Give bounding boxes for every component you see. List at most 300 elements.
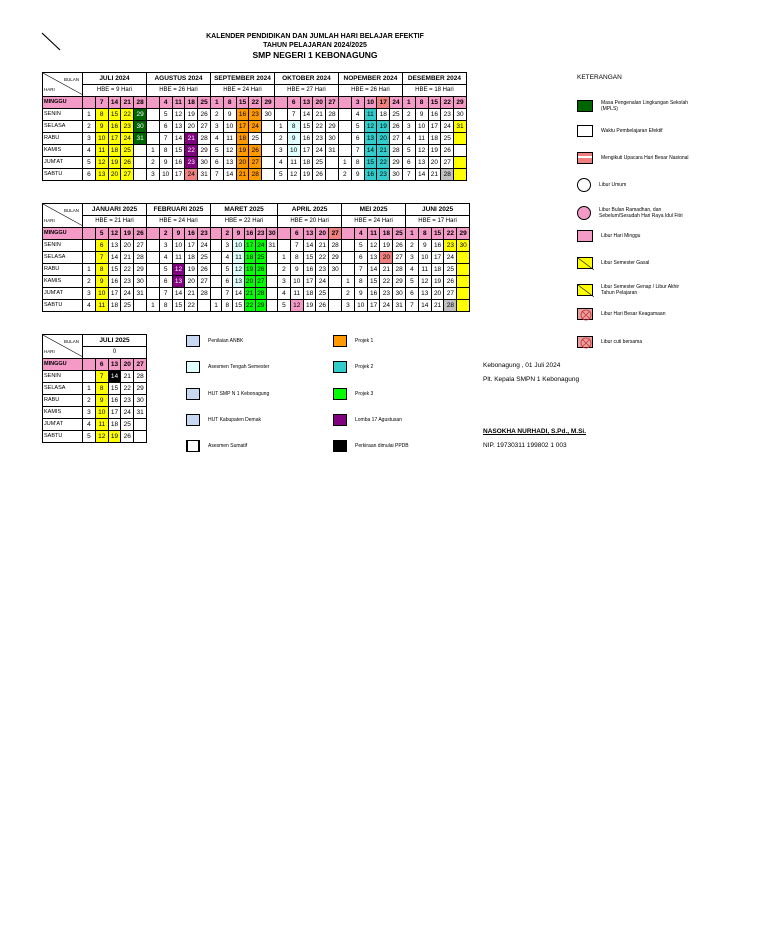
date-cell: 10 bbox=[223, 121, 236, 133]
date-cell: 9 bbox=[354, 288, 367, 300]
legend-item bbox=[577, 178, 689, 192]
date-cell bbox=[457, 264, 470, 276]
date-cell: 23 bbox=[377, 169, 390, 181]
date-cell: 21 bbox=[377, 145, 390, 157]
date-cell: 20 bbox=[313, 97, 326, 109]
date-cell: 23 bbox=[380, 288, 393, 300]
date-cell: 27 bbox=[329, 228, 342, 240]
date-cell: 29 bbox=[454, 97, 467, 109]
legend-item bbox=[577, 230, 691, 242]
date-cell: 29 bbox=[326, 121, 339, 133]
date-cell: 15 bbox=[108, 109, 121, 121]
activity-legend-item bbox=[186, 440, 318, 452]
date-cell: 11 bbox=[367, 228, 380, 240]
date-cell: 20 bbox=[185, 276, 198, 288]
date-cell: 24 bbox=[121, 407, 134, 419]
date-cell: 1 bbox=[406, 228, 419, 240]
date-cell: 29 bbox=[329, 252, 342, 264]
date-cell: 11 bbox=[223, 133, 236, 145]
hari-label: HARI bbox=[44, 87, 55, 92]
day-label: SELASA bbox=[43, 252, 83, 264]
date-cell: 6 bbox=[95, 359, 108, 371]
date-cell: 19 bbox=[108, 431, 121, 443]
date-cell bbox=[454, 157, 467, 169]
date-cell bbox=[338, 145, 351, 157]
date-cell bbox=[326, 157, 339, 169]
date-cell: 19 bbox=[244, 264, 255, 276]
date-cell: 23 bbox=[121, 395, 134, 407]
date-cell: 21 bbox=[380, 264, 393, 276]
date-cell: 12 bbox=[233, 264, 244, 276]
date-cell: 14 bbox=[303, 240, 316, 252]
date-cell: 30 bbox=[134, 276, 147, 288]
date-cell bbox=[262, 121, 275, 133]
date-cell: 13 bbox=[95, 169, 108, 181]
date-cell: 13 bbox=[300, 97, 313, 109]
date-cell: 26 bbox=[121, 157, 134, 169]
date-cell bbox=[457, 252, 470, 264]
date-cell: 10 bbox=[95, 288, 108, 300]
legend-label: Mengikuti Upacara Hari Besar Nasional bbox=[601, 155, 689, 161]
date-cell: 9 bbox=[95, 395, 108, 407]
date-cell: 25 bbox=[121, 300, 134, 312]
date-cell bbox=[457, 276, 470, 288]
date-cell: 11 bbox=[415, 133, 428, 145]
date-cell: 5 bbox=[402, 145, 415, 157]
date-cell: 23 bbox=[249, 109, 262, 121]
date-cell: 18 bbox=[108, 419, 121, 431]
date-cell: 30 bbox=[326, 133, 339, 145]
date-cell: 4 bbox=[274, 157, 287, 169]
date-cell: 12 bbox=[415, 145, 428, 157]
date-cell: 3 bbox=[406, 252, 419, 264]
date-cell: 25 bbox=[316, 288, 329, 300]
day-label: RABU bbox=[43, 264, 83, 276]
date-cell: 22 bbox=[444, 228, 457, 240]
date-cell: 7 bbox=[222, 288, 233, 300]
date-cell: 15 bbox=[428, 97, 441, 109]
date-cell: 25 bbox=[121, 419, 134, 431]
day-label: JUM'AT bbox=[43, 288, 83, 300]
date-cell bbox=[329, 288, 342, 300]
date-cell bbox=[342, 240, 355, 252]
date-cell: 18 bbox=[108, 145, 121, 157]
date-cell: 27 bbox=[198, 121, 211, 133]
date-cell bbox=[146, 109, 159, 121]
date-cell bbox=[134, 145, 147, 157]
day-label: SELASA bbox=[43, 383, 83, 395]
bulan-label: BULAN bbox=[63, 77, 79, 82]
date-cell: 20 bbox=[316, 228, 329, 240]
date-cell: 13 bbox=[418, 288, 431, 300]
date-cell: 12 bbox=[223, 145, 236, 157]
date-cell: 19 bbox=[303, 300, 316, 312]
date-cell: 28 bbox=[326, 109, 339, 121]
date-cell: 15 bbox=[367, 276, 380, 288]
date-cell: 27 bbox=[134, 240, 147, 252]
date-cell: 1 bbox=[402, 97, 415, 109]
date-cell: 30 bbox=[266, 228, 277, 240]
date-cell: 1 bbox=[146, 145, 159, 157]
legend-swatch bbox=[577, 308, 593, 320]
hbe-count: 0 bbox=[83, 347, 147, 359]
date-cell: 21 bbox=[121, 371, 134, 383]
activity-swatch bbox=[333, 414, 347, 426]
legend-swatch bbox=[577, 230, 593, 242]
date-cell: 5 bbox=[351, 121, 364, 133]
corner-slash-mark bbox=[40, 31, 64, 53]
activity-swatch bbox=[186, 440, 200, 452]
date-cell: 7 bbox=[290, 240, 303, 252]
legend-swatch bbox=[577, 100, 593, 112]
date-cell: 16 bbox=[236, 109, 249, 121]
date-cell: 2 bbox=[338, 169, 351, 181]
date-cell: 19 bbox=[380, 240, 393, 252]
date-cell: 7 bbox=[351, 145, 364, 157]
date-cell: 10 bbox=[233, 240, 244, 252]
date-cell: 24 bbox=[249, 121, 262, 133]
date-cell: 24 bbox=[380, 300, 393, 312]
date-cell: 22 bbox=[185, 145, 198, 157]
date-cell: 15 bbox=[233, 300, 244, 312]
date-cell: 21 bbox=[428, 169, 441, 181]
date-cell: 25 bbox=[249, 133, 262, 145]
date-cell: 26 bbox=[390, 121, 403, 133]
date-cell: 16 bbox=[303, 264, 316, 276]
date-cell: 6 bbox=[222, 276, 233, 288]
date-cell: 26 bbox=[249, 145, 262, 157]
legend-item bbox=[577, 284, 691, 296]
date-cell: 22 bbox=[121, 109, 134, 121]
date-cell: 2 bbox=[278, 264, 291, 276]
date-cell: 22 bbox=[377, 157, 390, 169]
date-cell: 2 bbox=[210, 109, 223, 121]
date-cell: 19 bbox=[300, 169, 313, 181]
date-cell: 17 bbox=[108, 407, 121, 419]
date-cell bbox=[83, 228, 96, 240]
date-cell: 5 bbox=[159, 264, 172, 276]
date-cell: 23 bbox=[121, 121, 134, 133]
date-cell: 7 bbox=[287, 109, 300, 121]
hbe-count: HBE = 17 Hari bbox=[406, 216, 470, 228]
date-cell bbox=[266, 252, 277, 264]
date-cell: 30 bbox=[457, 240, 470, 252]
day-label: JUM'AT bbox=[43, 419, 83, 431]
legend-swatch bbox=[577, 125, 593, 137]
date-cell: 24 bbox=[121, 133, 134, 145]
date-cell: 17 bbox=[172, 169, 185, 181]
activity-swatch bbox=[186, 361, 200, 373]
date-cell: 24 bbox=[441, 121, 454, 133]
date-cell: 14 bbox=[415, 169, 428, 181]
date-cell: 28 bbox=[441, 169, 454, 181]
date-cell: 29 bbox=[134, 264, 147, 276]
date-cell bbox=[146, 240, 159, 252]
date-cell: 10 bbox=[172, 240, 185, 252]
date-cell: 22 bbox=[380, 276, 393, 288]
date-cell: 14 bbox=[172, 133, 185, 145]
date-cell: 12 bbox=[95, 157, 108, 169]
date-cell bbox=[266, 264, 277, 276]
legend-label: Libur Umum bbox=[599, 182, 627, 188]
date-cell: 16 bbox=[431, 240, 444, 252]
date-cell: 8 bbox=[95, 264, 108, 276]
date-cell: 6 bbox=[159, 121, 172, 133]
date-cell: 12 bbox=[418, 276, 431, 288]
month-name: JUNI 2025 bbox=[406, 204, 470, 216]
date-cell: 31 bbox=[134, 133, 147, 145]
date-cell: 3 bbox=[402, 121, 415, 133]
date-cell: 2 bbox=[222, 228, 233, 240]
activity-legend-item bbox=[333, 335, 465, 347]
date-cell: 16 bbox=[428, 109, 441, 121]
activity-legend-item bbox=[186, 388, 318, 400]
date-cell: 6 bbox=[406, 288, 419, 300]
date-cell: 7 bbox=[159, 133, 172, 145]
legend-item bbox=[577, 308, 691, 320]
date-cell: 31 bbox=[198, 169, 211, 181]
date-cell: 11 bbox=[364, 109, 377, 121]
date-cell: 20 bbox=[185, 121, 198, 133]
date-cell: 15 bbox=[172, 300, 185, 312]
hbe-count: HBE = 24 Hari bbox=[342, 216, 406, 228]
date-cell: 17 bbox=[244, 240, 255, 252]
date-cell: 13 bbox=[172, 121, 185, 133]
legend-item bbox=[577, 125, 691, 137]
date-cell: 1 bbox=[278, 252, 291, 264]
activity-legend-item bbox=[333, 440, 465, 452]
month-name: JULI 2024 bbox=[83, 73, 147, 85]
day-label: SENIN bbox=[43, 109, 83, 121]
day-label: JUM'AT bbox=[43, 157, 83, 169]
date-cell: 4 bbox=[83, 419, 96, 431]
date-cell: 1 bbox=[83, 264, 96, 276]
activity-legend-item bbox=[333, 414, 465, 426]
date-cell: 7 bbox=[354, 264, 367, 276]
date-cell: 11 bbox=[95, 300, 108, 312]
signature-place-date: Kebonagung , 01 Juli 2024 bbox=[483, 362, 561, 369]
date-cell: 13 bbox=[223, 157, 236, 169]
date-cell: 24 bbox=[198, 240, 211, 252]
date-cell: 10 bbox=[159, 169, 172, 181]
date-cell: 6 bbox=[354, 252, 367, 264]
date-cell: 1 bbox=[146, 300, 159, 312]
day-label: SENIN bbox=[43, 240, 83, 252]
day-label: KAMIS bbox=[43, 145, 83, 157]
date-cell: 11 bbox=[290, 288, 303, 300]
activity-swatch bbox=[186, 388, 200, 400]
date-cell: 28 bbox=[134, 371, 147, 383]
date-cell: 30 bbox=[454, 109, 467, 121]
title-line-2: TAHUN PELAJARAN 2024/2025 bbox=[263, 42, 367, 49]
date-cell: 3 bbox=[83, 407, 96, 419]
date-cell: 10 bbox=[287, 145, 300, 157]
date-cell bbox=[146, 276, 159, 288]
date-cell: 25 bbox=[444, 264, 457, 276]
date-cell: 20 bbox=[121, 359, 134, 371]
date-cell: 21 bbox=[185, 288, 198, 300]
hbe-count: HBE = 9 Hari bbox=[83, 85, 147, 97]
keterangan-title: KETERANGAN bbox=[577, 74, 622, 81]
activity-legend-item bbox=[333, 361, 465, 373]
date-cell: 9 bbox=[290, 264, 303, 276]
date-cell: 18 bbox=[303, 288, 316, 300]
date-cell: 10 bbox=[354, 300, 367, 312]
date-cell: 31 bbox=[393, 300, 406, 312]
date-cell bbox=[326, 169, 339, 181]
date-cell: 12 bbox=[287, 169, 300, 181]
date-cell: 1 bbox=[83, 109, 96, 121]
date-cell: 6 bbox=[351, 133, 364, 145]
activity-label: HUT SMP N 1 Kebonagung bbox=[208, 391, 270, 397]
day-label: MINGGU bbox=[43, 97, 83, 109]
date-cell: 6 bbox=[290, 228, 303, 240]
date-cell: 31 bbox=[454, 121, 467, 133]
activity-legend-item bbox=[186, 361, 318, 373]
date-cell: 27 bbox=[326, 97, 339, 109]
date-cell: 23 bbox=[255, 228, 266, 240]
date-cell: 6 bbox=[159, 276, 172, 288]
legend-label: Masa Pengenalan Lingkungan Sekolah (MPLS) bbox=[601, 100, 689, 112]
date-cell: 27 bbox=[198, 276, 211, 288]
date-cell bbox=[266, 300, 277, 312]
activity-legend-item bbox=[186, 414, 318, 426]
date-cell: 3 bbox=[222, 240, 233, 252]
date-cell: 9 bbox=[159, 157, 172, 169]
date-cell: 28 bbox=[198, 133, 211, 145]
date-cell: 9 bbox=[418, 240, 431, 252]
date-cell: 7 bbox=[402, 169, 415, 181]
date-cell: 28 bbox=[390, 145, 403, 157]
date-cell bbox=[146, 97, 159, 109]
date-cell: 25 bbox=[121, 145, 134, 157]
date-cell: 14 bbox=[418, 300, 431, 312]
date-cell: 19 bbox=[377, 121, 390, 133]
month-name: NOPEMBER 2024 bbox=[338, 73, 402, 85]
date-cell: 21 bbox=[431, 300, 444, 312]
date-cell bbox=[210, 264, 221, 276]
date-cell bbox=[146, 288, 159, 300]
date-cell: 23 bbox=[316, 264, 329, 276]
date-cell: 18 bbox=[431, 264, 444, 276]
activity-swatch bbox=[333, 361, 347, 373]
date-cell bbox=[210, 276, 221, 288]
date-cell: 23 bbox=[444, 240, 457, 252]
date-cell: 16 bbox=[364, 169, 377, 181]
legend-item bbox=[577, 336, 691, 348]
date-cell: 28 bbox=[249, 169, 262, 181]
date-cell: 31 bbox=[266, 240, 277, 252]
hari-label: HARI bbox=[44, 349, 55, 354]
month-name: AGUSTUS 2024 bbox=[146, 73, 210, 85]
date-cell: 24 bbox=[316, 276, 329, 288]
date-cell: 22 bbox=[121, 383, 134, 395]
date-cell: 10 bbox=[418, 252, 431, 264]
date-cell: 28 bbox=[329, 240, 342, 252]
date-cell bbox=[278, 240, 291, 252]
date-cell bbox=[454, 133, 467, 145]
date-cell: 25 bbox=[198, 252, 211, 264]
date-cell: 14 bbox=[223, 169, 236, 181]
date-cell: 11 bbox=[95, 419, 108, 431]
date-cell: 5 bbox=[210, 145, 223, 157]
date-cell: 29 bbox=[134, 109, 147, 121]
date-cell: 11 bbox=[287, 157, 300, 169]
date-cell bbox=[338, 133, 351, 145]
date-cell: 30 bbox=[329, 264, 342, 276]
date-cell: 25 bbox=[393, 228, 406, 240]
activity-legend-item bbox=[333, 388, 465, 400]
date-cell: 7 bbox=[210, 169, 223, 181]
date-cell: 27 bbox=[121, 169, 134, 181]
date-cell bbox=[83, 240, 96, 252]
date-cell bbox=[146, 121, 159, 133]
activity-label: Asesmen Sumatif bbox=[208, 443, 248, 449]
date-cell: 26 bbox=[393, 240, 406, 252]
date-cell: 24 bbox=[390, 97, 403, 109]
date-cell bbox=[329, 300, 342, 312]
date-cell: 6 bbox=[287, 97, 300, 109]
date-cell: 10 bbox=[415, 121, 428, 133]
date-cell: 14 bbox=[108, 371, 121, 383]
month-name: JANUARI 2025 bbox=[83, 204, 147, 216]
month-name: MEI 2025 bbox=[342, 204, 406, 216]
date-cell: 8 bbox=[223, 97, 236, 109]
date-cell: 19 bbox=[428, 145, 441, 157]
date-cell: 10 bbox=[290, 276, 303, 288]
date-cell: 29 bbox=[393, 276, 406, 288]
date-cell: 4 bbox=[278, 288, 291, 300]
date-cell bbox=[146, 264, 159, 276]
date-cell: 30 bbox=[198, 157, 211, 169]
date-cell: 16 bbox=[185, 228, 198, 240]
date-cell: 8 bbox=[159, 300, 172, 312]
date-cell bbox=[342, 252, 355, 264]
date-cell: 21 bbox=[313, 109, 326, 121]
date-cell: 3 bbox=[342, 300, 355, 312]
date-cell bbox=[454, 145, 467, 157]
month-name: OKTOBER 2024 bbox=[274, 73, 338, 85]
date-cell bbox=[342, 228, 355, 240]
date-cell: 17 bbox=[367, 300, 380, 312]
day-label: RABU bbox=[43, 395, 83, 407]
date-cell: 25 bbox=[390, 109, 403, 121]
date-cell: 14 bbox=[367, 264, 380, 276]
date-cell bbox=[83, 252, 96, 264]
date-cell: 13 bbox=[233, 276, 244, 288]
hbe-count: HBE = 24 Hari bbox=[210, 85, 274, 97]
date-cell: 11 bbox=[233, 252, 244, 264]
date-cell: 18 bbox=[185, 252, 198, 264]
date-cell: 27 bbox=[441, 157, 454, 169]
date-cell bbox=[338, 121, 351, 133]
date-cell: 8 bbox=[287, 121, 300, 133]
activity-swatch bbox=[186, 414, 200, 426]
date-cell: 2 bbox=[274, 133, 287, 145]
date-cell: 25 bbox=[313, 157, 326, 169]
date-cell: 1 bbox=[338, 157, 351, 169]
date-cell: 14 bbox=[172, 288, 185, 300]
date-cell: 26 bbox=[255, 264, 266, 276]
date-cell bbox=[274, 109, 287, 121]
hbe-count: HBE = 26 Hari bbox=[338, 85, 402, 97]
date-cell: 24 bbox=[313, 145, 326, 157]
date-cell: 24 bbox=[121, 288, 134, 300]
date-cell: 18 bbox=[236, 133, 249, 145]
date-cell: 5 bbox=[83, 157, 96, 169]
date-cell: 1 bbox=[83, 383, 96, 395]
date-cell: 4 bbox=[222, 252, 233, 264]
